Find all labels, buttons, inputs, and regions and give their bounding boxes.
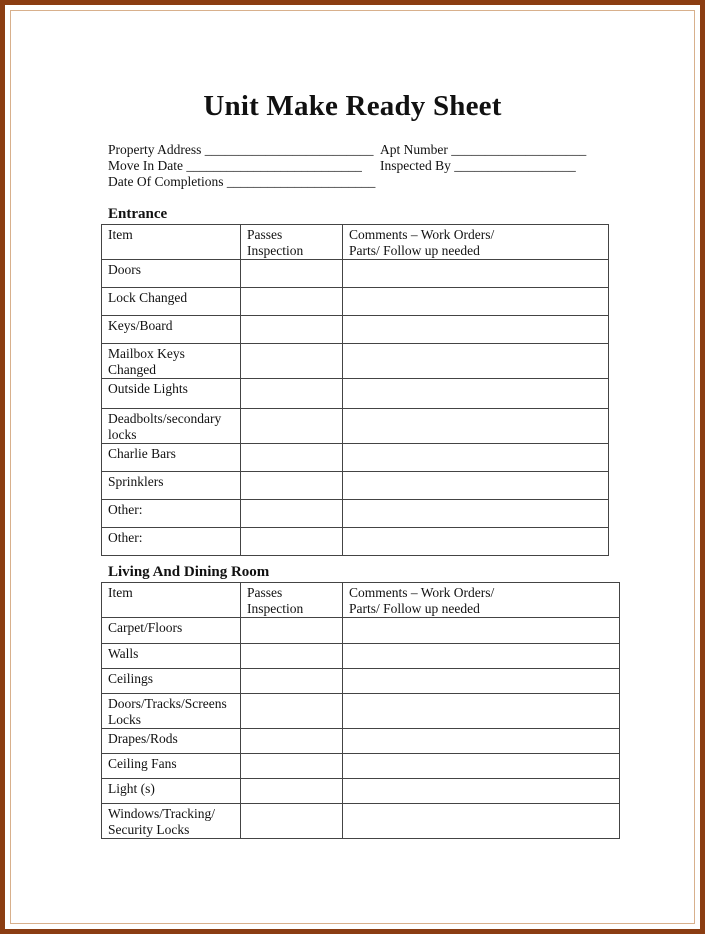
item-label: Light (s)	[108, 781, 155, 796]
header-item-label: Item	[108, 227, 133, 242]
comments-cell[interactable]	[343, 644, 620, 669]
comments-cell[interactable]	[343, 754, 620, 779]
comments-cell[interactable]	[343, 409, 609, 444]
table-row	[102, 779, 620, 804]
entrance-table	[101, 224, 609, 556]
item-cell	[102, 528, 241, 556]
comments-cell[interactable]	[343, 694, 620, 729]
header-passes-line2: Inspection	[247, 243, 304, 258]
header-item	[102, 225, 241, 260]
living-dining-heading: Living And Dining Room	[108, 564, 270, 580]
item-label: Walls	[108, 646, 139, 661]
passes-inspection-cell[interactable]	[241, 500, 343, 528]
page-title: Unit Make Ready Sheet	[203, 90, 502, 122]
inspected-by-field[interactable]: Inspected By __________________	[380, 158, 576, 173]
item-cell	[102, 500, 241, 528]
item-label: Lock Changed	[108, 290, 188, 305]
item-cell	[102, 288, 241, 316]
item-label-cont: Changed	[108, 362, 156, 377]
passes-inspection-cell[interactable]	[241, 472, 343, 500]
passes-inspection-cell[interactable]	[241, 618, 343, 644]
header-comments-line1: Comments – Work Orders/	[349, 227, 495, 242]
date-of-completions-field[interactable]: Date Of Completions ______________________	[108, 174, 376, 189]
header-item-label: Item	[108, 585, 133, 600]
table-row	[102, 444, 609, 472]
item-cell	[102, 379, 241, 409]
passes-inspection-cell[interactable]	[241, 694, 343, 729]
header-item	[102, 583, 241, 618]
item-label-cont: locks	[108, 427, 137, 442]
item-label: Windows/Tracking/	[108, 806, 215, 821]
item-label-cont: Security Locks	[108, 822, 190, 837]
item-label: Drapes/Rods	[108, 731, 178, 746]
item-label: Outside Lights	[108, 381, 188, 396]
comments-cell[interactable]	[343, 528, 609, 556]
item-cell	[102, 444, 241, 472]
passes-inspection-cell[interactable]	[241, 379, 343, 409]
comments-cell[interactable]	[343, 344, 609, 379]
apt-number-field[interactable]: Apt Number ____________________	[380, 142, 587, 157]
passes-inspection-cell[interactable]	[241, 644, 343, 669]
item-label: Ceiling Fans	[108, 756, 177, 771]
comments-cell[interactable]	[343, 669, 620, 694]
entrance-heading: Entrance	[108, 206, 168, 222]
living-dining-table	[101, 582, 620, 839]
table-row	[102, 344, 609, 379]
header-comments	[343, 225, 609, 260]
item-cell	[102, 779, 241, 804]
table-header-row	[102, 583, 620, 618]
item-cell	[102, 344, 241, 379]
comments-cell[interactable]	[343, 260, 609, 288]
comments-cell[interactable]	[343, 444, 609, 472]
table-row	[102, 804, 620, 839]
passes-inspection-cell[interactable]	[241, 444, 343, 472]
item-label: Doors/Tracks/Screens	[108, 696, 227, 711]
header-passes-inspection	[241, 225, 343, 260]
item-label: Doors	[108, 262, 141, 277]
table-row	[102, 260, 609, 288]
comments-cell[interactable]	[343, 729, 620, 754]
table-row	[102, 288, 609, 316]
move-in-date-field[interactable]: Move In Date __________________________	[108, 158, 362, 173]
item-label: Ceilings	[108, 671, 154, 686]
comments-cell[interactable]	[343, 316, 609, 344]
header-comments-line2: Parts/ Follow up needed	[349, 601, 480, 616]
property-address-field[interactable]: Property Address _________________________	[108, 142, 374, 157]
header-comments-line1: Comments – Work Orders/	[349, 585, 495, 600]
comments-cell[interactable]	[343, 804, 620, 839]
item-cell	[102, 316, 241, 344]
item-cell	[102, 260, 241, 288]
item-label: Keys/Board	[108, 318, 173, 333]
item-label: Carpet/Floors	[108, 620, 183, 635]
item-cell	[102, 804, 241, 839]
item-cell	[102, 409, 241, 444]
table-header-row	[102, 225, 609, 260]
table-row	[102, 644, 620, 669]
header-passes-inspection	[241, 583, 343, 618]
header-passes-line2: Inspection	[247, 601, 304, 616]
passes-inspection-cell[interactable]	[241, 729, 343, 754]
passes-inspection-cell[interactable]	[241, 316, 343, 344]
item-cell	[102, 472, 241, 500]
table-row	[102, 618, 620, 644]
passes-inspection-cell[interactable]	[241, 260, 343, 288]
comments-cell[interactable]	[343, 288, 609, 316]
living-dining-table-body	[102, 583, 620, 839]
passes-inspection-cell[interactable]	[241, 804, 343, 839]
passes-inspection-cell[interactable]	[241, 528, 343, 556]
table-row	[102, 500, 609, 528]
comments-cell[interactable]	[343, 379, 609, 409]
item-label: Other:	[108, 502, 143, 517]
passes-inspection-cell[interactable]	[241, 669, 343, 694]
item-cell	[102, 644, 241, 669]
table-row	[102, 729, 620, 754]
table-row	[102, 754, 620, 779]
item-cell	[102, 618, 241, 644]
comments-cell[interactable]	[343, 500, 609, 528]
table-row	[102, 528, 609, 556]
passes-inspection-cell[interactable]	[241, 409, 343, 444]
comments-cell[interactable]	[343, 618, 620, 644]
table-row	[102, 669, 620, 694]
item-cell	[102, 669, 241, 694]
item-label-cont: Locks	[108, 712, 141, 727]
header-comments	[343, 583, 620, 618]
header-comments-line2: Parts/ Follow up needed	[349, 243, 480, 258]
passes-inspection-cell[interactable]	[241, 754, 343, 779]
table-row	[102, 694, 620, 729]
item-cell	[102, 729, 241, 754]
entrance-table-body	[102, 225, 609, 556]
header-passes-line1: Passes	[247, 227, 283, 242]
item-cell	[102, 694, 241, 729]
table-row	[102, 316, 609, 344]
table-row	[102, 472, 609, 500]
passes-inspection-cell[interactable]	[241, 288, 343, 316]
header-passes-line1: Passes	[247, 585, 283, 600]
passes-inspection-cell[interactable]	[241, 779, 343, 804]
item-label: Sprinklers	[108, 474, 164, 489]
table-row	[102, 379, 609, 409]
item-label: Mailbox Keys	[108, 346, 185, 361]
comments-cell[interactable]	[343, 472, 609, 500]
item-label: Deadbolts/secondary	[108, 411, 222, 426]
comments-cell[interactable]	[343, 779, 620, 804]
item-label: Other:	[108, 530, 143, 545]
item-label: Charlie Bars	[108, 446, 176, 461]
item-cell	[102, 754, 241, 779]
table-row	[102, 409, 609, 444]
passes-inspection-cell[interactable]	[241, 344, 343, 379]
